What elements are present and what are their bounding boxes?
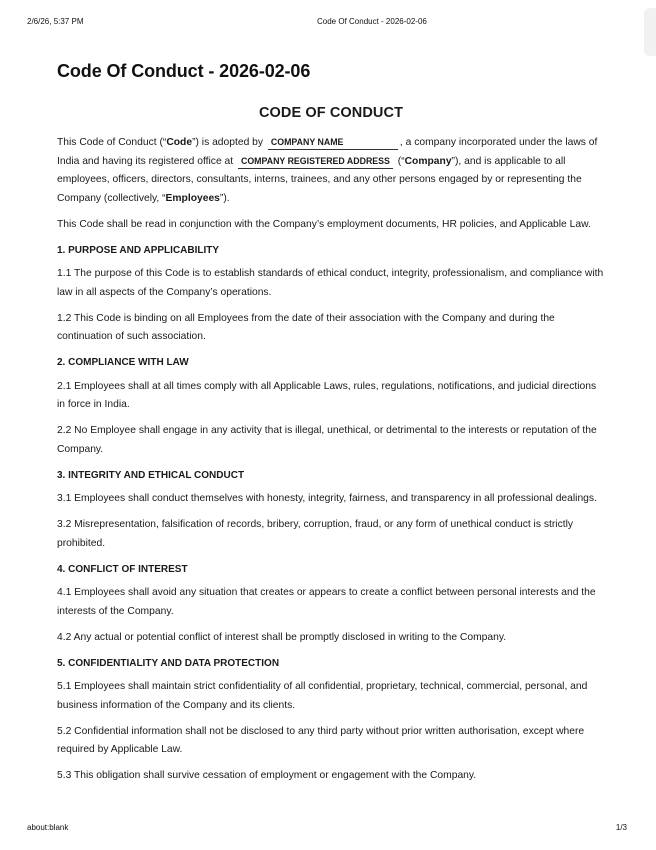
section-heading: 1. PURPOSE AND APPLICABILITY (57, 244, 220, 256)
clause: 4.2 Any actual or potential conflict of interest shall be promptly disclosed in writing to the Company. (57, 631, 507, 643)
print-header (27, 17, 629, 29)
print-doc-title: Code Of Conduct - 2026-02-06 (317, 17, 427, 26)
section-heading: 3. INTEGRITY AND ETHICAL CONDUCT (57, 469, 245, 481)
company-name-field[interactable]: COMPANY NAME (268, 136, 398, 150)
clause: 3.2 Misrepresentation, falsification of records, bribery, corruption, fraud, or any form of unethical conduct is strictly prohibited. (57, 519, 574, 549)
print-url: about:blank (27, 823, 69, 832)
document-body (57, 103, 605, 793)
scrollbar-thumb[interactable] (644, 8, 656, 56)
company-address-field[interactable]: COMPANY REGISTERED ADDRESS (238, 155, 393, 169)
read-with-paragraph: This Code shall be read in conjunction with the Company’s employment documents, HR policies, and Applicable Law. (57, 218, 591, 230)
code-term: Code (166, 137, 193, 148)
section-heading: 5. CONFIDENTIALITY AND DATA PROTECTION (57, 657, 280, 669)
print-datetime: 2/6/26, 5:37 PM (27, 17, 84, 26)
page-number: 1/3 (615, 823, 627, 832)
clause: 4.1 Employees shall avoid any situation that creates or appears to create a conflict between personal interests and the interests of the Company. (57, 587, 596, 617)
clause: 2.1 Employees shall at all times comply with all Applicable Laws, rules, regulations, notifications, and judicial directions in force in India. (57, 380, 597, 410)
clause: 1.1 The purpose of this Code is to establish standards of ethical conduct, integrity, professionalism, and compliance with law in all aspects of the Company’s operations. (57, 268, 604, 298)
intro-paragraph: This Code of Conduct (“Code”) is adopted by COMPANY NAME , a company incorporated under the laws of India and having its registered office at COMPANY REGISTERED ADDRESS (“Company”), and is applicable to all employees, officers, directors, consultants, interns, trainees, and any other persons engaged by or representing the Company (collectively, “Employees”). (57, 137, 598, 204)
clause: 5.2 Confidential information shall not be disclosed to any third party without prior written authorisation, except where required by Applicable Law. (57, 725, 585, 755)
clause: 2.2 No Employee shall engage in any activity that is illegal, unethical, or detrimental to the interests or reputation of the Company. (57, 425, 597, 455)
clause: 5.1 Employees shall maintain strict confidentiality of all confidential, proprietary, technical, commercial, personal, and business information of the Company and its clients. (57, 681, 588, 711)
clause: 1.2 This Code is binding on all Employees from the date of their association with the Company and during the continuation of such association. (57, 312, 555, 342)
document-title: Code Of Conduct - 2026-02-06 (57, 61, 311, 81)
clause: 5.3 This obligation shall survive cessation of employment or engagement with the Company. (57, 770, 477, 781)
main-heading: CODE OF CONDUCT (258, 105, 404, 121)
print-footer (27, 823, 629, 835)
clause: 3.1 Employees shall conduct themselves with honesty, integrity, fairness, and transparency in all professional dealings. (57, 493, 597, 504)
company-term: Company (404, 155, 452, 167)
employees-term: Employees (165, 192, 220, 204)
section-heading: 4. CONFLICT OF INTEREST (57, 563, 188, 575)
section-heading: 2. COMPLIANCE WITH LAW (57, 357, 189, 368)
